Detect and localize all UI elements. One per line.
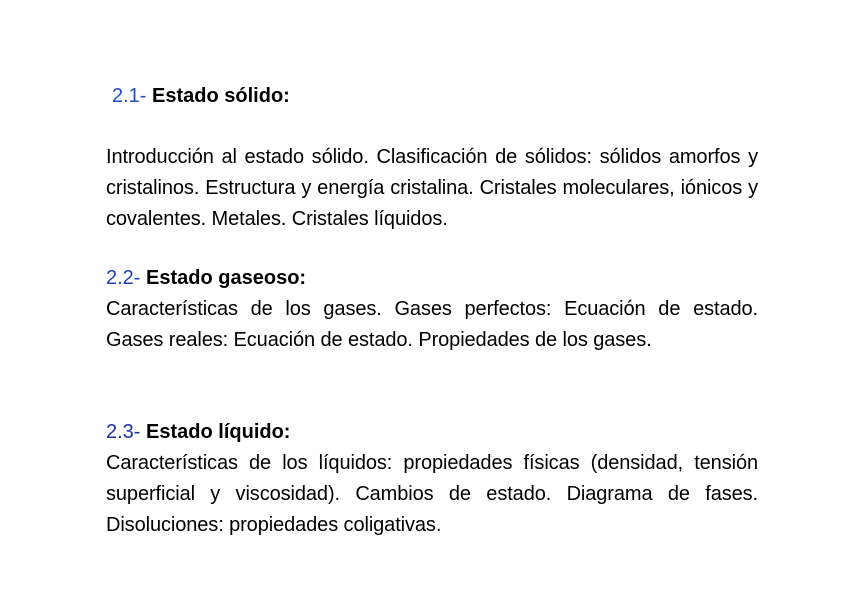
section-number: 2.2-	[106, 267, 141, 289]
section-heading	[106, 262, 758, 294]
section-heading	[106, 416, 758, 448]
section-body: Características de los gases. Gases perfectos: Ecuación de estado. Gases reales: Ecuación de estado. Propiedades de los gases.	[106, 298, 758, 351]
section-number: 2.3-	[106, 421, 141, 443]
section-title: Estado sólido:	[152, 85, 290, 107]
section-estado-liquido	[106, 416, 758, 541]
section-title: Estado líquido:	[146, 421, 291, 443]
section-title: Estado gaseoso:	[146, 267, 307, 289]
section-body: Características de los líquidos: propiedades físicas (densidad, tensión superficial y viscosidad). Cambios de estado. Diagrama de fases. Disoluciones: propiedades coligativas.	[106, 452, 758, 536]
section-estado-gaseoso	[106, 262, 758, 356]
section-body: Introducción al estado sólido. Clasificación de sólidos: sólidos amorfos y cristalinos. Estructura y energía cristalina. Cristales moleculares, iónicos y covalentes. Metales. Cristales líquidos.	[106, 146, 758, 230]
section-heading	[112, 80, 758, 112]
section-estado-solido	[106, 80, 758, 235]
section-number: 2.1-	[112, 85, 147, 107]
